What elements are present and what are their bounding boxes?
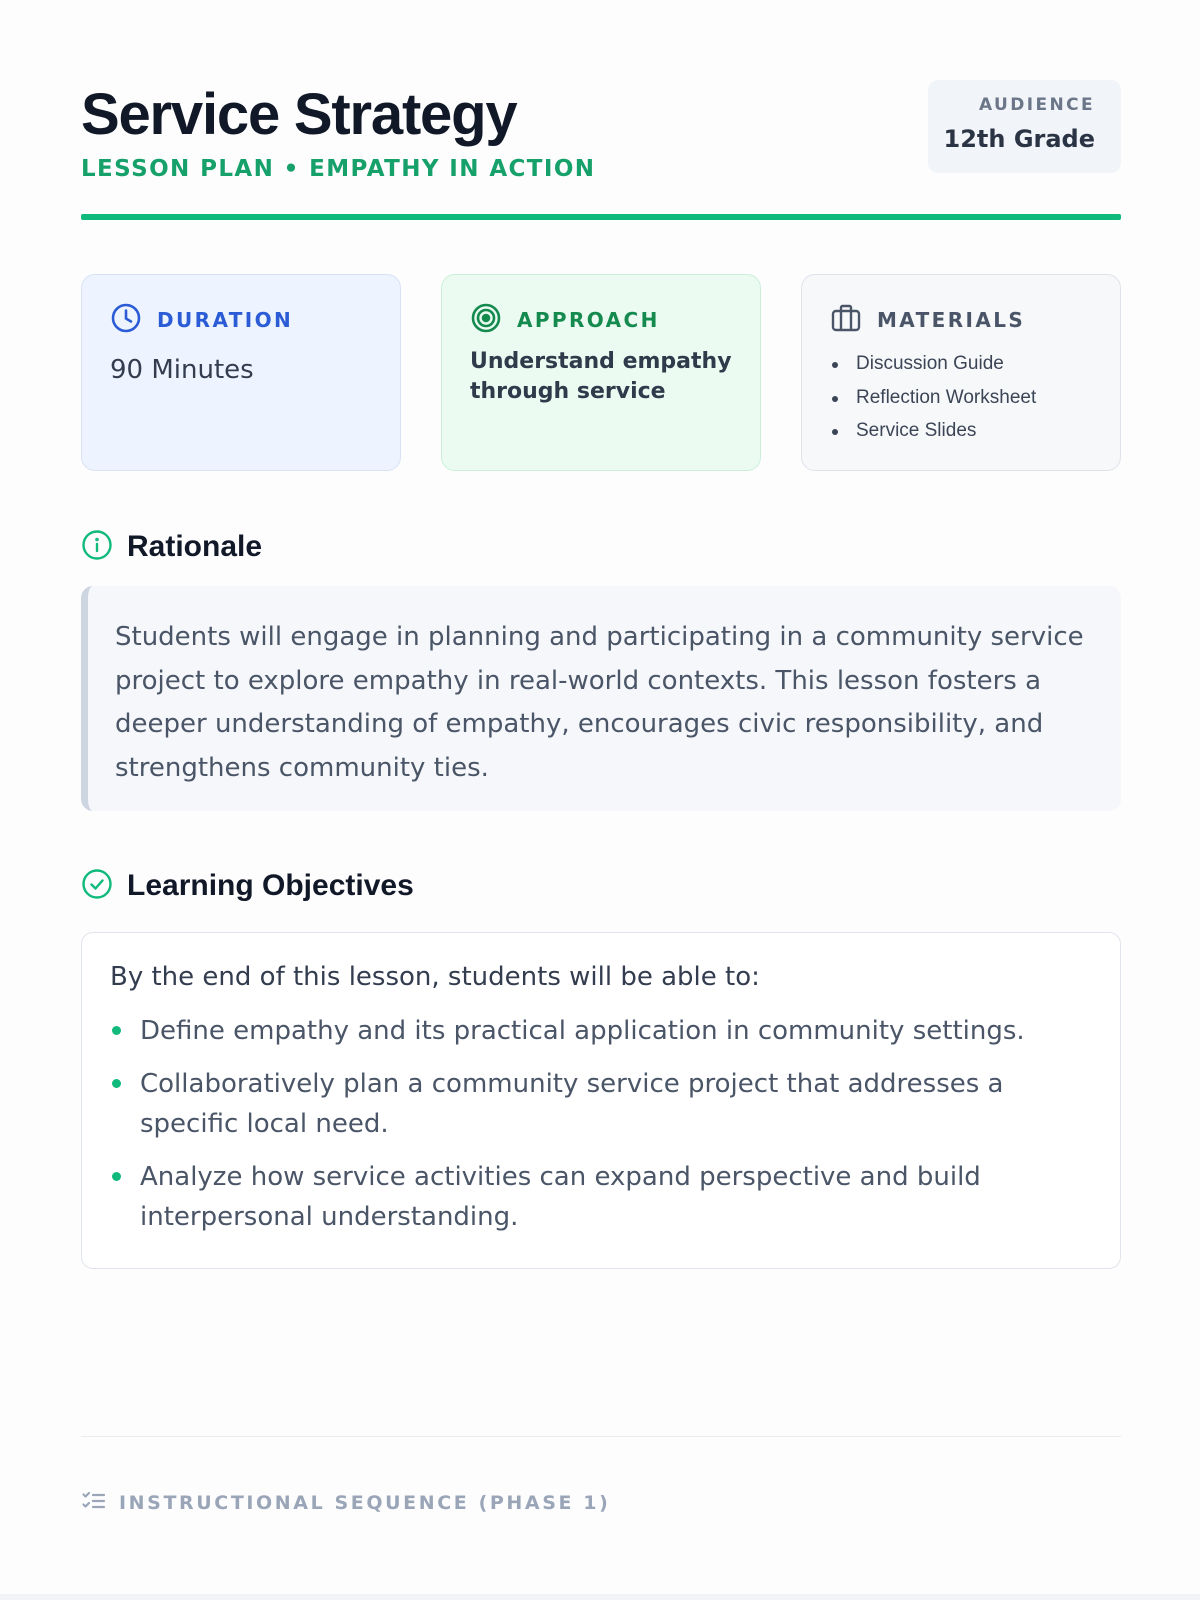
header bbox=[81, 80, 1121, 220]
header-divider bbox=[81, 214, 1121, 220]
objective-item: Define empathy and its practical application in community settings. bbox=[110, 1011, 1092, 1051]
page-subtitle: LESSON PLAN • EMPATHY IN ACTION bbox=[81, 156, 596, 182]
check-circle-icon bbox=[81, 868, 113, 904]
duration-value: 90 Minutes bbox=[110, 355, 254, 385]
clock-icon bbox=[110, 302, 142, 338]
rationale-title: Rationale bbox=[127, 530, 263, 563]
objective-item: Analyze how service activities can expand perspective and build interpersonal understanding. bbox=[110, 1157, 1092, 1237]
materials-label: MATERIALS bbox=[877, 308, 1026, 332]
objectives-intro: By the end of this lesson, students will be able to: bbox=[110, 962, 760, 992]
audience-label: AUDIENCE bbox=[978, 95, 1095, 115]
duration-label: DURATION bbox=[157, 308, 294, 332]
rationale-box bbox=[81, 586, 1121, 811]
rationale-text: Students will engage in planning and participating in a community service project to explore empathy in real-world contexts. This lesson fosters a deeper understanding of empathy, encourages civic responsibility, and strengthens community ties. bbox=[115, 622, 1084, 783]
objectives-list bbox=[110, 1011, 1092, 1237]
info-icon bbox=[81, 529, 113, 565]
materials-item: Discussion Guide bbox=[830, 347, 1092, 381]
approach-card bbox=[441, 274, 761, 471]
audience-value: 12th Grade bbox=[943, 125, 1095, 153]
objectives-title: Learning Objectives bbox=[127, 869, 414, 902]
objective-item: Collaboratively plan a community service project that addresses a specific local need. bbox=[110, 1064, 1092, 1144]
bottom-strip bbox=[0, 1594, 1200, 1600]
footer-label: INSTRUCTIONAL SEQUENCE (PHASE 1) bbox=[119, 1492, 611, 1514]
materials-list bbox=[830, 347, 1092, 448]
audience-badge bbox=[928, 80, 1121, 173]
objectives-heading bbox=[81, 866, 414, 906]
materials-item: Service Slides bbox=[830, 414, 1092, 448]
page-title: Service Strategy bbox=[81, 82, 517, 147]
materials-card bbox=[801, 274, 1121, 471]
duration-card bbox=[81, 274, 401, 471]
rationale-heading bbox=[81, 527, 262, 567]
approach-label: APPROACH bbox=[517, 308, 660, 332]
footer-divider bbox=[81, 1436, 1121, 1437]
checklist-icon bbox=[81, 1488, 107, 1518]
approach-value: Understand empathy through service bbox=[470, 349, 732, 404]
lesson-plan-page bbox=[81, 0, 1121, 1600]
materials-item: Reflection Worksheet bbox=[830, 381, 1092, 415]
target-icon bbox=[470, 302, 502, 338]
briefcase-icon bbox=[830, 302, 862, 338]
objectives-box bbox=[81, 932, 1121, 1269]
footer bbox=[81, 1489, 610, 1517]
